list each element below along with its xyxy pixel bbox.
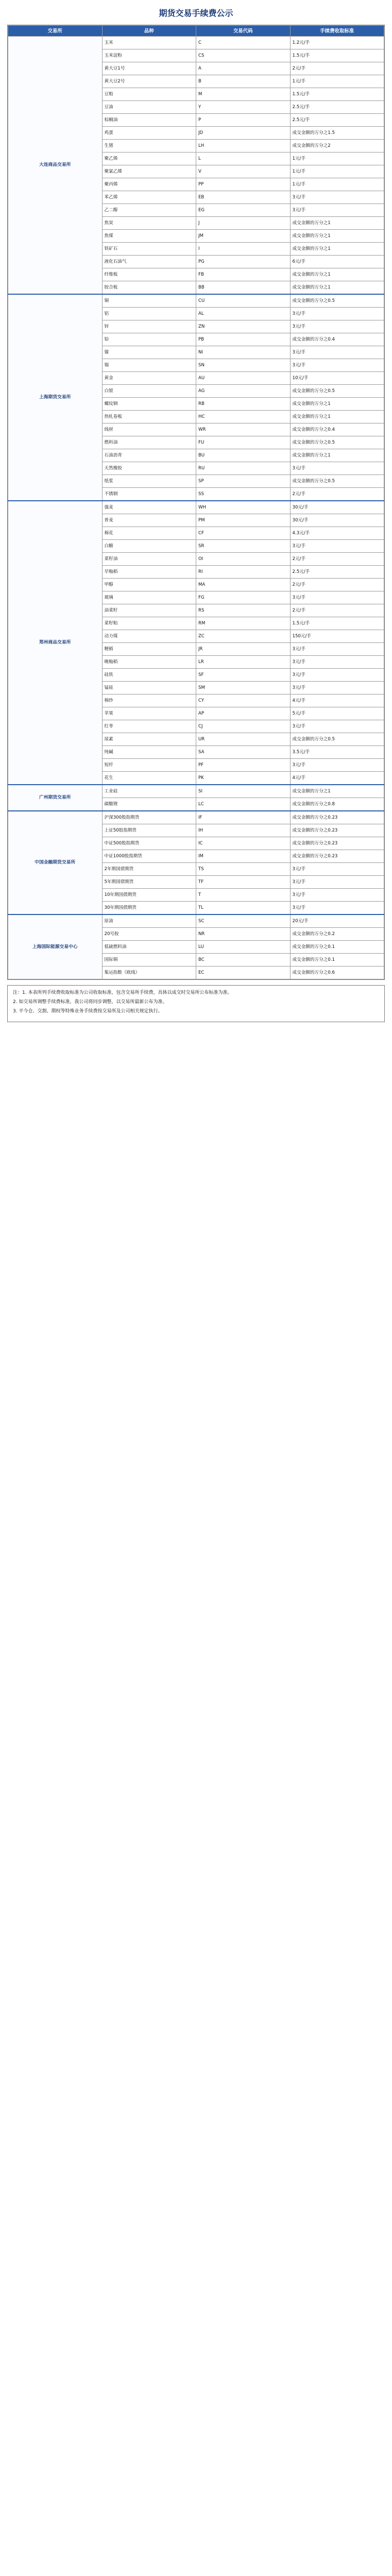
fee-cell: 成交金额的万分之1 <box>290 243 384 256</box>
variety-cell: 棉纱 <box>102 694 196 707</box>
code-cell: SA <box>196 746 291 759</box>
page-title: 期货交易手续费公示 <box>159 8 233 18</box>
fee-cell: 3元/手 <box>290 720 384 733</box>
fee-cell: 2元/手 <box>290 604 384 617</box>
variety-cell: 豆油 <box>102 101 196 114</box>
code-cell: CJ <box>196 720 291 733</box>
code-cell: AG <box>196 385 291 398</box>
code-cell: NI <box>196 346 291 359</box>
variety-cell: 2年期国债期货 <box>102 863 196 876</box>
variety-cell: 黄大豆2号 <box>102 75 196 88</box>
fee-cell: 3元/手 <box>290 308 384 320</box>
fee-cell: 成交金额的万分之0.5 <box>290 294 384 308</box>
fee-table <box>8 25 384 979</box>
variety-cell: 黄大豆1号 <box>102 62 196 75</box>
variety-cell: 中证1000股指期货 <box>102 850 196 863</box>
variety-cell: 镍 <box>102 346 196 359</box>
code-cell: SR <box>196 540 291 553</box>
table-row <box>8 501 384 514</box>
code-cell: V <box>196 165 291 178</box>
variety-cell: 石油沥青 <box>102 449 196 462</box>
fee-cell: 成交金额的万分之1 <box>290 281 384 295</box>
code-cell: HC <box>196 411 291 423</box>
header-row <box>8 26 384 37</box>
code-cell: LU <box>196 941 291 954</box>
fee-cell: 成交金额的万分之0.4 <box>290 333 384 346</box>
code-cell: JD <box>196 127 291 140</box>
variety-cell: 线材 <box>102 423 196 436</box>
fee-cell: 成交金额的万分之1.5 <box>290 127 384 140</box>
variety-cell: 纸浆 <box>102 475 196 488</box>
variety-cell: 黄金 <box>102 372 196 385</box>
variety-cell: 聚丙烯 <box>102 178 196 191</box>
fee-cell: 成交金额的万分之1 <box>290 398 384 411</box>
variety-cell: 动力煤 <box>102 630 196 643</box>
code-cell: BB <box>196 281 291 295</box>
code-cell: WR <box>196 423 291 436</box>
code-cell: RS <box>196 604 291 617</box>
variety-cell: 短纤 <box>102 759 196 772</box>
variety-cell: 玻璃 <box>102 591 196 604</box>
code-cell: AU <box>196 372 291 385</box>
code-cell: UR <box>196 733 291 746</box>
variety-cell: 燃料油 <box>102 436 196 449</box>
fee-cell: 成交金额的万分之0.1 <box>290 941 384 954</box>
variety-cell: 锡 <box>102 359 196 372</box>
exchange-cell: 上海期货交易所 <box>8 294 103 501</box>
variety-cell: 上证50股指期货 <box>102 824 196 837</box>
code-cell: SI <box>196 785 291 798</box>
fee-cell: 150元/手 <box>290 630 384 643</box>
fee-cell: 3元/手 <box>290 540 384 553</box>
variety-cell: 棉花 <box>102 527 196 540</box>
variety-cell: 甲醇 <box>102 579 196 591</box>
code-cell: RB <box>196 398 291 411</box>
fee-cell: 成交金额的万分之1 <box>290 785 384 798</box>
variety-cell: 螺纹钢 <box>102 398 196 411</box>
variety-cell: 尿素 <box>102 733 196 746</box>
table-row <box>8 294 384 308</box>
fee-cell: 成交金额的万分之0.6 <box>290 967 384 979</box>
variety-cell: 白糖 <box>102 540 196 553</box>
variety-cell: 聚乙烯 <box>102 152 196 165</box>
code-cell: J <box>196 217 291 230</box>
variety-cell: 硅铁 <box>102 669 196 682</box>
fee-cell: 3元/手 <box>290 204 384 217</box>
fee-cell: 成交金额的万分之0.8 <box>290 798 384 811</box>
variety-cell: 晚籼稻 <box>102 656 196 669</box>
exchange-cell: 上海国际能源交易中心 <box>8 914 103 979</box>
fee-cell: 1元/手 <box>290 152 384 165</box>
code-cell: AP <box>196 707 291 720</box>
variety-cell: 花生 <box>102 772 196 785</box>
fee-cell: 1元/手 <box>290 165 384 178</box>
fee-cell: 6元/手 <box>290 256 384 268</box>
exchange-cell: 郑州商品交易所 <box>8 501 103 785</box>
code-cell: TF <box>196 876 291 889</box>
fee-cell: 3元/手 <box>290 682 384 694</box>
fee-cell: 成交金额的万分之0.5 <box>290 475 384 488</box>
fee-cell: 2.5元/手 <box>290 101 384 114</box>
table-row <box>8 811 384 824</box>
variety-cell: 集运指数（欧线） <box>102 967 196 979</box>
code-cell: PG <box>196 256 291 268</box>
fee-cell: 成交金额的万分之0.5 <box>290 436 384 449</box>
code-cell: PM <box>196 514 291 527</box>
code-cell: A <box>196 62 291 75</box>
fee-cell: 成交金额的万分之0.23 <box>290 824 384 837</box>
code-cell: TS <box>196 863 291 876</box>
variety-cell: 铝 <box>102 308 196 320</box>
variety-cell: 菜籽油 <box>102 553 196 566</box>
code-cell: TL <box>196 902 291 915</box>
code-cell: RI <box>196 566 291 579</box>
note-line: 2. 如交易所调整手续费标准，我公司将同步调整，以交易所最新公布为准。 <box>13 999 167 1005</box>
variety-cell: 生猪 <box>102 140 196 152</box>
code-cell: OI <box>196 553 291 566</box>
table-row <box>8 785 384 798</box>
variety-cell: 锰硅 <box>102 682 196 694</box>
table-row <box>8 914 384 928</box>
variety-cell: 玉米淀粉 <box>102 49 196 62</box>
code-cell: PB <box>196 333 291 346</box>
variety-cell: 工业硅 <box>102 785 196 798</box>
variety-cell: 不锈钢 <box>102 488 196 501</box>
variety-cell: 碳酸锂 <box>102 798 196 811</box>
fee-cell: 4.3元/手 <box>290 527 384 540</box>
fee-cell: 成交金额的万分之0.23 <box>290 837 384 850</box>
code-cell: LC <box>196 798 291 811</box>
code-cell: SF <box>196 669 291 682</box>
fee-cell: 3元/手 <box>290 346 384 359</box>
fee-cell: 4元/手 <box>290 772 384 785</box>
fee-cell: 3元/手 <box>290 320 384 333</box>
fee-cell: 4元/手 <box>290 694 384 707</box>
table-row <box>8 37 384 49</box>
code-cell: MA <box>196 579 291 591</box>
notes-section <box>7 985 385 1022</box>
variety-cell: 玉米 <box>102 37 196 49</box>
code-cell: FB <box>196 268 291 281</box>
variety-cell: 鸡蛋 <box>102 127 196 140</box>
fee-cell: 成交金额的万分之0.5 <box>290 733 384 746</box>
code-cell: SS <box>196 488 291 501</box>
code-cell: LR <box>196 656 291 669</box>
fee-cell: 成交金额的万分之0.23 <box>290 850 384 863</box>
code-cell: EB <box>196 191 291 204</box>
fee-cell: 3元/手 <box>290 876 384 889</box>
variety-cell: 中证500股指期货 <box>102 837 196 850</box>
variety-cell: 纤维板 <box>102 268 196 281</box>
variety-cell: 聚氯乙烯 <box>102 165 196 178</box>
variety-cell: 低硫燃料油 <box>102 941 196 954</box>
code-cell: CF <box>196 527 291 540</box>
fee-cell: 2元/手 <box>290 553 384 566</box>
column-fee: 手续费收取标准 <box>290 26 384 37</box>
fee-cell: 3元/手 <box>290 643 384 656</box>
fee-cell: 5元/手 <box>290 707 384 720</box>
variety-cell: 乙二醇 <box>102 204 196 217</box>
variety-cell: 铁矿石 <box>102 243 196 256</box>
code-cell: PK <box>196 772 291 785</box>
variety-cell: 早籼稻 <box>102 566 196 579</box>
code-cell: AL <box>196 308 291 320</box>
code-cell: CY <box>196 694 291 707</box>
note-line: 注：1. 本表所列手续费收取标准为公司收取标准，包含交易所手续费，具体以成交时交易所公布标准为准。 <box>13 990 232 995</box>
variety-cell: 菜籽粕 <box>102 617 196 630</box>
code-cell: ZC <box>196 630 291 643</box>
variety-cell: 豆粕 <box>102 88 196 101</box>
code-cell: M <box>196 88 291 101</box>
variety-cell: 棕榈油 <box>102 114 196 127</box>
code-cell: SC <box>196 914 291 928</box>
fee-cell: 30元/手 <box>290 514 384 527</box>
variety-cell: 铜 <box>102 294 196 308</box>
fee-cell: 10元/手 <box>290 372 384 385</box>
column-code: 交易代码 <box>196 26 291 37</box>
code-cell: IM <box>196 850 291 863</box>
variety-cell: 白银 <box>102 385 196 398</box>
exchange-cell: 广州期货交易所 <box>8 785 103 811</box>
code-cell: ZN <box>196 320 291 333</box>
variety-cell: 沪深300股指期货 <box>102 811 196 824</box>
fee-cell: 30元/手 <box>290 501 384 514</box>
fee-cell: 1元/手 <box>290 178 384 191</box>
fee-cell: 1.5元/手 <box>290 88 384 101</box>
fee-cell: 1元/手 <box>290 75 384 88</box>
variety-cell: 粳稻 <box>102 643 196 656</box>
code-cell: IC <box>196 837 291 850</box>
variety-cell: 铅 <box>102 333 196 346</box>
code-cell: EC <box>196 967 291 979</box>
fee-cell: 成交金额的万分之1 <box>290 230 384 243</box>
code-cell: IF <box>196 811 291 824</box>
code-cell: SM <box>196 682 291 694</box>
fee-cell: 1.5元/手 <box>290 49 384 62</box>
fee-cell: 3元/手 <box>290 863 384 876</box>
fee-cell: 成交金额的万分之0.5 <box>290 385 384 398</box>
variety-cell: 热轧卷板 <box>102 411 196 423</box>
fee-cell: 20元/手 <box>290 914 384 928</box>
fee-table-header <box>8 26 384 37</box>
fee-table-body <box>8 37 384 979</box>
fee-cell: 1.5元/手 <box>290 617 384 630</box>
fee-cell: 3元/手 <box>290 591 384 604</box>
fee-cell: 3元/手 <box>290 359 384 372</box>
column-exchange: 交易所 <box>8 26 103 37</box>
variety-cell: 天然橡胶 <box>102 462 196 475</box>
code-cell: B <box>196 75 291 88</box>
code-cell: JR <box>196 643 291 656</box>
column-variety: 品种 <box>102 26 196 37</box>
fee-cell: 3元/手 <box>290 669 384 682</box>
code-cell: BU <box>196 449 291 462</box>
variety-cell: 焦炭 <box>102 217 196 230</box>
code-cell: PP <box>196 178 291 191</box>
variety-cell: 5年期国债期货 <box>102 876 196 889</box>
code-cell: BC <box>196 954 291 967</box>
code-cell: RM <box>196 617 291 630</box>
fee-cell: 2.5元/手 <box>290 566 384 579</box>
code-cell: FG <box>196 591 291 604</box>
fee-cell: 3元/手 <box>290 902 384 915</box>
fee-cell: 3元/手 <box>290 656 384 669</box>
code-cell: SN <box>196 359 291 372</box>
note-line: 3. 平今仓、交割、期权等特殊业务手续费按交易所及公司相关规定执行。 <box>13 1009 163 1014</box>
code-cell: RU <box>196 462 291 475</box>
fee-cell: 成交金额的万分之2 <box>290 140 384 152</box>
code-cell: LH <box>196 140 291 152</box>
variety-cell: 纯碱 <box>102 746 196 759</box>
fee-cell: 成交金额的万分之1 <box>290 449 384 462</box>
fee-cell: 1.2元/手 <box>290 37 384 49</box>
variety-cell: 国际铜 <box>102 954 196 967</box>
code-cell: NR <box>196 928 291 941</box>
variety-cell: 液化石油气 <box>102 256 196 268</box>
fee-cell: 成交金额的万分之0.1 <box>290 954 384 967</box>
fee-cell: 成交金额的万分之0.23 <box>290 811 384 824</box>
code-cell: C <box>196 37 291 49</box>
code-cell: T <box>196 889 291 902</box>
exchange-cell: 大连商品交易所 <box>8 37 103 295</box>
fee-cell: 成交金额的万分之0.4 <box>290 423 384 436</box>
variety-cell: 强麦 <box>102 501 196 514</box>
fee-cell: 2元/手 <box>290 62 384 75</box>
fee-table-wrapper <box>7 25 385 980</box>
variety-cell: 焦煤 <box>102 230 196 243</box>
code-cell: CS <box>196 49 291 62</box>
code-cell: PF <box>196 759 291 772</box>
fee-cell: 2元/手 <box>290 488 384 501</box>
variety-cell: 苯乙烯 <box>102 191 196 204</box>
fee-cell: 3元/手 <box>290 759 384 772</box>
fee-cell: 3元/手 <box>290 191 384 204</box>
code-cell: FU <box>196 436 291 449</box>
variety-cell: 红枣 <box>102 720 196 733</box>
variety-cell: 苹果 <box>102 707 196 720</box>
code-cell: EG <box>196 204 291 217</box>
variety-cell: 油菜籽 <box>102 604 196 617</box>
code-cell: IH <box>196 824 291 837</box>
code-cell: CU <box>196 294 291 308</box>
fee-cell: 成交金额的万分之1 <box>290 268 384 281</box>
fee-cell: 2.5元/手 <box>290 114 384 127</box>
variety-cell: 锌 <box>102 320 196 333</box>
variety-cell: 20号胶 <box>102 928 196 941</box>
code-cell: WH <box>196 501 291 514</box>
code-cell: Y <box>196 101 291 114</box>
code-cell: P <box>196 114 291 127</box>
fee-cell: 成交金额的万分之1 <box>290 217 384 230</box>
code-cell: L <box>196 152 291 165</box>
fee-cell: 3元/手 <box>290 462 384 475</box>
code-cell: JM <box>196 230 291 243</box>
code-cell: I <box>196 243 291 256</box>
fee-cell: 成交金额的万分之1 <box>290 411 384 423</box>
variety-cell: 30年期国债期货 <box>102 902 196 915</box>
fee-cell: 成交金额的万分之0.2 <box>290 928 384 941</box>
variety-cell: 普麦 <box>102 514 196 527</box>
exchange-cell: 中国金融期货交易所 <box>8 811 103 914</box>
variety-cell: 10年期国债期货 <box>102 889 196 902</box>
variety-cell: 胶合板 <box>102 281 196 295</box>
code-cell: SP <box>196 475 291 488</box>
fee-cell: 3元/手 <box>290 889 384 902</box>
fee-cell: 3.5元/手 <box>290 746 384 759</box>
fee-cell: 2元/手 <box>290 579 384 591</box>
variety-cell: 原油 <box>102 914 196 928</box>
